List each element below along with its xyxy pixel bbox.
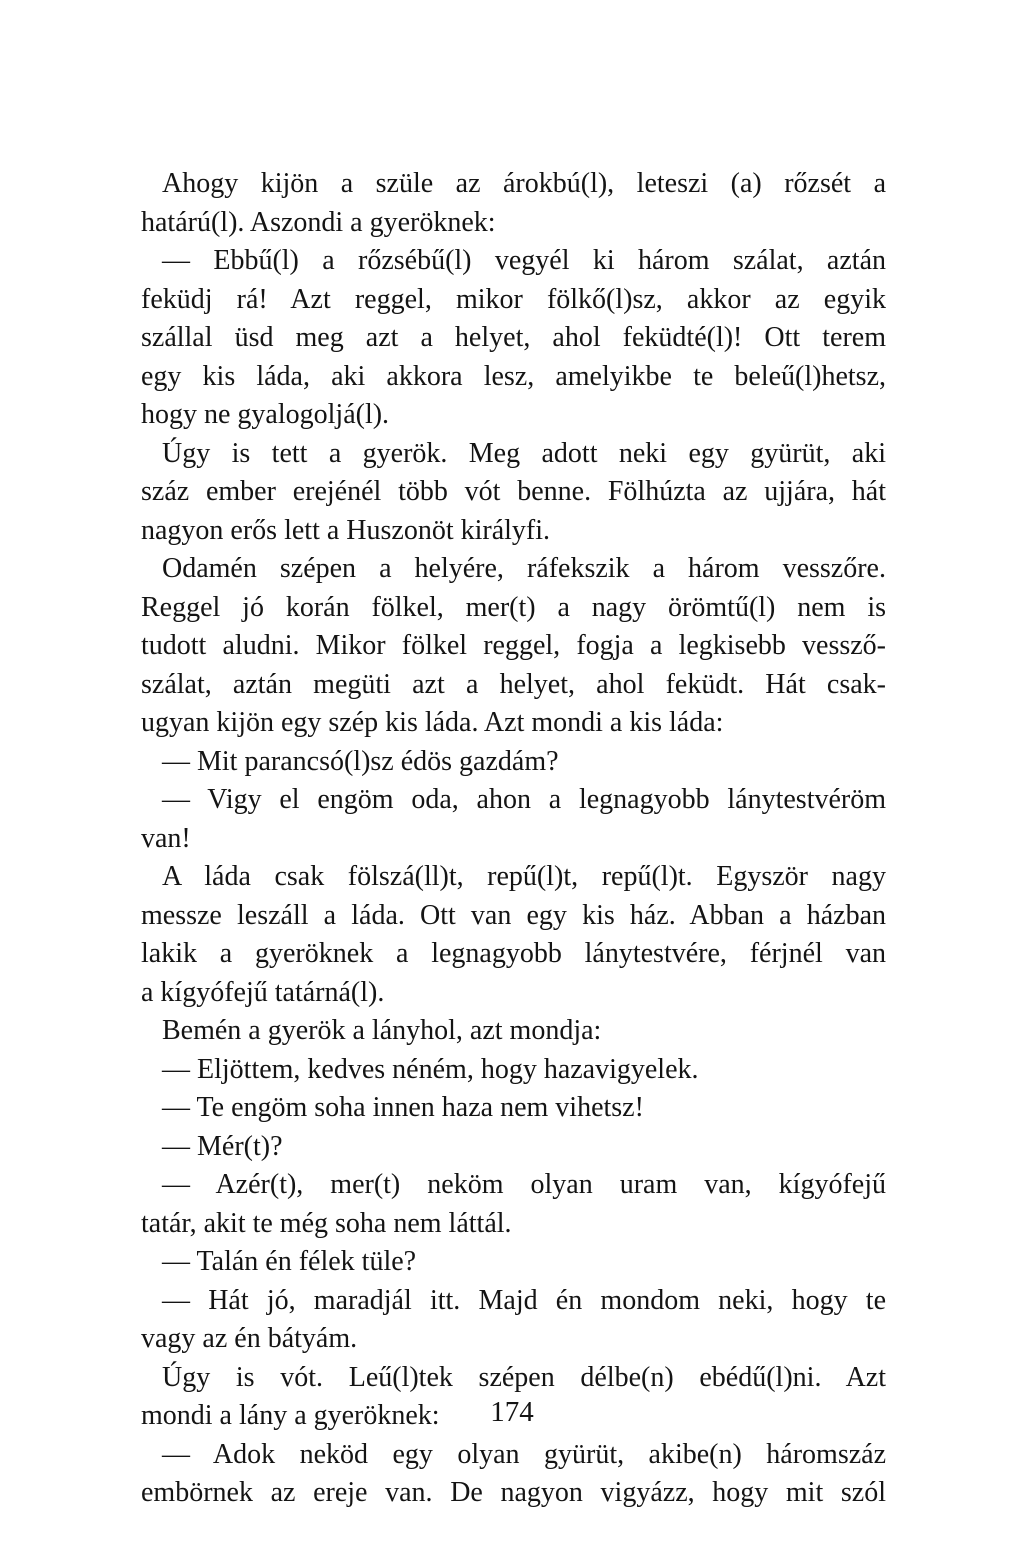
text-line: Reggel jó korán fölkel, mer(t) a nagy örömtű(l) nem is [141, 591, 886, 623]
text-line: — Te engöm soha innen haza nem vihetsz! [162, 1092, 644, 1123]
page-number: 174 [490, 1396, 534, 1428]
text-line: tudott aludni. Mikor fölkel reggel, fogja a legkisebb vessző- [141, 630, 886, 661]
text-line: mondi a lány a gyeröknek: [141, 1400, 440, 1431]
text-line: Úgy is vót. Leű(l)tek szépen délbe(n) ebédű(l)ni. Azt [162, 1361, 886, 1393]
text-line: nagyon erős lett a Huszonöt királyfi. [141, 514, 551, 546]
text-line: embörnek az ereje van. De nagyon vigyázz, hogy mit szól [141, 1477, 886, 1508]
text-line: Úgy is tett a gyerök. Meg adott neki egy gyürüt, aki [162, 437, 886, 469]
text-line: egy kis láda, aki akkora lesz, amelyikbe te beleű(l)hetsz, [141, 360, 886, 392]
body-text [141, 165, 886, 1513]
text-line: Bemén a gyerök a lányhol, azt mondja: [162, 1015, 602, 1046]
text-line: messze leszáll a láda. Ott van egy kis ház. Abban a házban [141, 899, 886, 931]
text-line: hogy ne gyalogoljá(l). [141, 399, 390, 430]
text-line: Odamén szépen a helyére, ráfekszik a három vesszőre. [162, 553, 886, 584]
text-line: — Ebbű(l) a rőzsébű(l) vegyél ki három szálat, aztán [162, 245, 886, 276]
text-line: lakik a gyeröknek a legnagyobb lánytestvére, férjnél van [141, 938, 886, 969]
text-line: vagy az én bátyám. [141, 1323, 358, 1354]
text-line: — Hát jó, maradjál itt. Majd én mondom neki, hogy te [162, 1284, 886, 1316]
text-line: — Adok neköd egy olyan gyürüt, akibe(n) háromszáz [162, 1438, 886, 1470]
text-line: tatár, akit te még soha nem láttál. [141, 1207, 512, 1239]
text-line: — Azér(t), mer(t) neköm olyan uram van, kígyófejű [162, 1169, 886, 1200]
text-line: — Mér(t)? [162, 1130, 283, 1162]
text-line: határú(l). Aszondi a gyeröknek: [141, 206, 496, 238]
text-line: Ahogy kijön a szüle az árokbú(l), leteszi (a) rőzsét a [162, 168, 886, 199]
text-line: van! [141, 822, 191, 854]
text-line: — Talán én félek tüle? [162, 1246, 417, 1277]
text-line: száz ember erejénél több vót benne. Fölhúzta az ujjára, hát [141, 476, 886, 507]
text-line: A láda csak fölszá(ll)t, repű(l)t, repű(l)t. Egyször nagy [162, 861, 886, 892]
text-line: — Vigy el engöm oda, ahon a legnagyobb lánytestvéröm [162, 784, 886, 815]
text-line: szálat, aztán megüti azt a helyet, ahol feküdt. Hát csak- [141, 668, 886, 700]
text-line: feküdj rá! Azt reggel, mikor fölkő(l)sz, akkor az egyik [141, 283, 886, 315]
text-line: szállal üsd meg azt a helyet, ahol feküdté(l)! Ott terem [141, 322, 886, 353]
text-line: — Mit parancsó(l)sz édös gazdám? [162, 745, 559, 777]
text-line: ugyan kijön egy szép kis láda. Azt mondi a kis láda: [141, 707, 724, 738]
text-line: — Eljöttem, kedves néném, hogy hazavigyelek. [162, 1053, 699, 1085]
text-line: a kígyófejű tatárná(l). [141, 976, 385, 1008]
